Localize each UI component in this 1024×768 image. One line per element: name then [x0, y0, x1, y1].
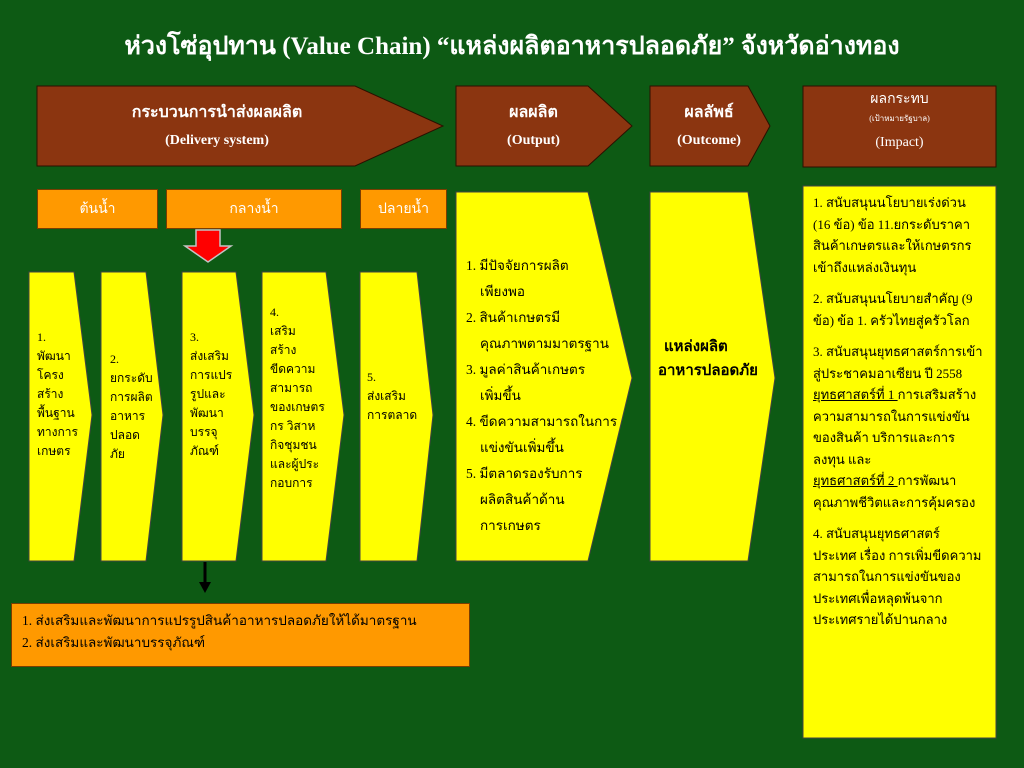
column-1-text: 1. พัฒนา โครง สร้าง พื้นฐาน ทางการ เกษตร [37, 330, 78, 458]
impact-label: ผลกระทบ [870, 92, 929, 107]
page-title: ห่วงโซ่อุปทาน (Value Chain) “แหล่งผลิตอาหารปลอดภัย” จังหวัดอ่างทอง [124, 33, 900, 60]
bottom-note-line-1: 1. ส่งเสริมและพัฒนาการแปรรูปสินค้าอาหารปลอดภัยให้ได้มาตรฐาน [22, 613, 417, 628]
output-item-5: 5. มีตลาดรองรับการ ผลิตสินค้าด้าน การเกษตร [466, 466, 583, 533]
column-2-text: 2. ยกระดับ การผลิต อาหาร ปลอด ภัย [110, 352, 153, 461]
delivery-sub: (Delivery system) [165, 133, 269, 148]
impact-header-text [803, 88, 996, 151]
impact-item-3: 3. สนับสนุนยุทธศาสตร์การเข้าสู่ประชาคมอาเซียน ปี 2558 ยุทธศาสตร์ที่ 1 การเสริมสร้างความสามารถในการแข่งขันของสินค้า บริการและการลงทุน และ ยุทธศาสตร์ที่ 2 การพัฒนาคุณภาพชีวิตและการคุ้มครอง [813, 344, 983, 510]
bottom-note-box [11, 603, 470, 667]
delivery-label: กระบวนการนำส่งผลผลิต [131, 104, 303, 121]
impact-small: (เป้าหมายรัฐบาล) [869, 114, 930, 123]
impact-item-4: 4. สนับสนุนยุทธศาสตร์ประเทศ เรื่อง การเพิ่มขีดความสามารถในการแข่งขันของประเทศเพื่อหลุดพ้นจากประเทศรายได้ปานกลาง [813, 526, 982, 627]
delivery-header-text [37, 100, 397, 149]
outcome-label: ผลลัพธ์ [684, 104, 734, 121]
outcome-text [658, 335, 773, 383]
impact-item-2: 2. สนับสนุนนโยบายสำคัญ (9 ข้อ) ข้อ 1. ครัวไทยสู่ครัวโลก [813, 291, 973, 328]
impact-item-1: 1. สนับสนุนนโยบายเร่งด่วน (16 ข้อ) ข้อ 11.ยกระดับราคาสินค้าเกษตรและให้เกษตรกรเข้าถึงแหล่งเงินทุน [813, 195, 972, 275]
output-list [466, 253, 626, 539]
impact-text [813, 192, 983, 641]
column-4-text: 4. เสริม สร้าง ขีดความ สามารถ ของเกษตร กร วิสาห กิจชุมชน และผู้ประ กอบการ [270, 305, 325, 490]
outcome-line-1: แหล่งผลิต [664, 339, 728, 355]
outcome-sub: (Outcome) [677, 133, 741, 148]
output-item-1: 1. มีปัจจัยการผลิต เพียงพอ [466, 258, 569, 299]
output-label: ผลผลิต [509, 104, 558, 121]
column-3-text: 3. ส่งเสริม การแปร รูปและ พัฒนา บรรจุ ภัณฑ์ [190, 330, 233, 458]
output-item-3: 3. มูลค่าสินค้าเกษตร เพิ่มขึ้น [466, 362, 586, 403]
outcome-header-text [650, 100, 768, 149]
impact-sub: (Impact) [875, 135, 924, 150]
bottom-note-line-2: 2. ส่งเสริมและพัฒนาบรรจุภัณฑ์ [22, 635, 206, 650]
red-down-arrow [185, 230, 231, 262]
output-item-2: 2. สินค้าเกษตรมี คุณภาพตามมาตรฐาน [466, 310, 609, 351]
black-connector-head [199, 582, 211, 593]
outcome-line-2: อาหารปลอดภัย [658, 363, 758, 379]
output-sub: (Output) [507, 133, 560, 148]
output-item-4: 4. ขีดความสามารถในการ แข่งขันเพิ่มขึ้น [466, 414, 618, 455]
output-header-text [456, 100, 611, 149]
column-5-text: 5. ส่งเสริม การตลาด [367, 370, 418, 422]
stage-midstream: กลางน้ำ [166, 189, 342, 229]
stage-downstream: ปลายน้ำ [360, 189, 447, 229]
stage-upstream: ต้นน้ำ [37, 189, 158, 229]
